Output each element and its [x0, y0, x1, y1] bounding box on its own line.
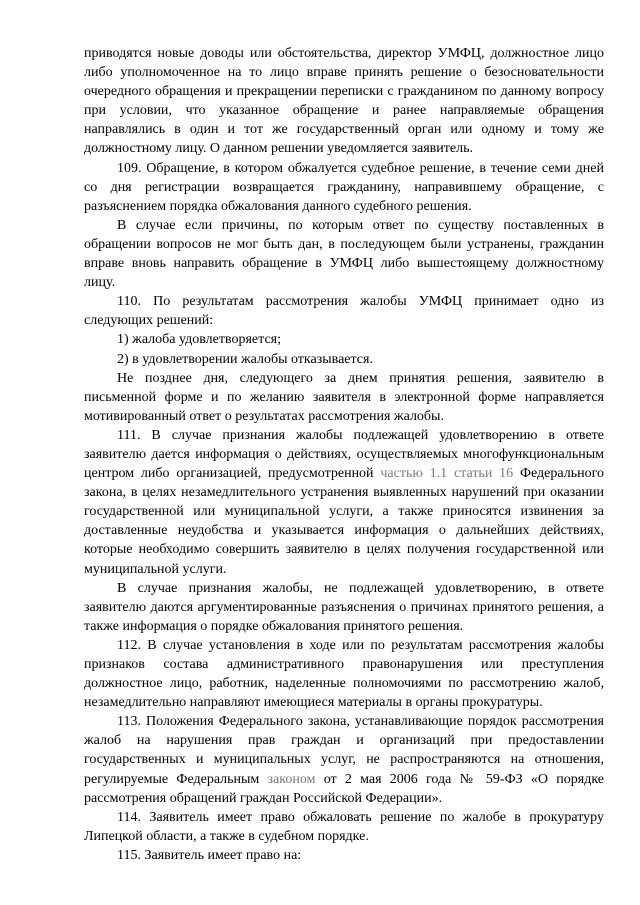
- paragraph-text: 115. Заявитель имеет право на:: [117, 847, 302, 863]
- paragraph-p110-1: [84, 330, 604, 349]
- paragraph-p110: [84, 292, 604, 330]
- paragraph-text: Не позднее дня, следующего за днем принятия решения, заявителю в письменной форме и по желанию заявителя в электронной форме направляется мотивированный ответ о результатах рассмотрения жалобы.: [84, 370, 604, 424]
- paragraph-text: Федерального закона, в целях незамедлительного устранения выявленных нарушений при оказании государственной или муниципальной услуги, а также приносятся извинения за доставленные неудобства и указывается информация о дальнейших действиях, которые необходимо совершить заявителю в целях получения государственной или муниципальной услуги.: [84, 466, 604, 577]
- paragraph-p112: [84, 636, 604, 712]
- law-reference-link[interactable]: частью 1.1 статьи 16: [380, 466, 514, 482]
- paragraph-p115: [84, 846, 604, 865]
- paragraph-text: 1) жалоба удовлетворяется;: [117, 332, 281, 348]
- paragraph-p109: [84, 159, 604, 216]
- paragraph-text: 109. Обращение, в котором обжалуется судебное решение, в течение семи дней со дня регистрации возвращается гражданину, направившему обращение, с разъяснением порядка обжалования данного судебного решения.: [84, 160, 604, 214]
- paragraph-text: 110. По результатам рассмотрения жалобы УМФЦ принимает одно из следующих решений:: [84, 294, 604, 329]
- paragraph-text: от 2 мая 2006 года № 59-ФЗ «О порядке рассмотрения обращений граждан Российской Федерации».: [84, 771, 604, 806]
- paragraph-text: 114. Заявитель имеет право обжаловать решение по жалобе в прокуратуру Липецкой области, а также в судебном порядке.: [84, 809, 604, 844]
- paragraph-p110b: [84, 369, 604, 426]
- document-page: [84, 44, 604, 865]
- paragraph-text: 2) в удовлетворении жалобы отказывается.: [117, 351, 373, 367]
- paragraph-text: В случае признания жалобы, не подлежащей удовлетворению, в ответе заявителю даются аргументированные разъяснения о причинах принятого решения, а также информация о порядке обжалования принятого решения.: [84, 580, 604, 634]
- paragraph-text: В случае если причины, по которым ответ по существу поставленных в обращении вопросов не мог быть дан, в последующем были устранены, гражданин вправе вновь направить обращение в УМФЦ либо вышестоящему должностному лицу.: [84, 217, 604, 291]
- paragraph-p0: [84, 44, 604, 159]
- paragraph-p114: [84, 808, 604, 846]
- paragraph-p113: [84, 712, 604, 807]
- paragraph-p111: [84, 426, 604, 579]
- paragraph-text: 112. В случае установления в ходе или по результатам рассмотрения жалобы признаков состава административного правонарушения или преступления должностное лицо, работник, наделенные полномочиями по рассмотрению жалоб, незамедлительно направляют имеющиеся материалы в органы прокуратуры.: [84, 637, 604, 711]
- paragraph-p109b: [84, 216, 604, 292]
- paragraph-text: 111. В случае признания жалобы подлежащей удовлетворению в ответе заявителю дается информация о действиях, осуществляемых многофункциональным центром либо организацией, предусмотренной: [84, 427, 604, 482]
- paragraph-p111b: [84, 579, 604, 636]
- paragraph-p110-2: [84, 350, 604, 369]
- law-reference-link[interactable]: законом: [267, 771, 316, 787]
- paragraph-text: 113. Положения Федерального закона, устанавливающие порядок рассмотрения жалоб на нарушения прав граждан и организаций при предоставлении государственных и муниципальных услуг, не распространяются на отношения, регулируемые Федеральным: [84, 714, 604, 787]
- paragraph-text: приводятся новые доводы или обстоятельства, директор УМФЦ, должностное лицо либо уполномоченное на то лицо вправе принять решение о безосновательности очередного обращения и прекращении переписки с гражданином по данному вопросу при условии, что указанное обращение и ранее направляемые обращения направлялись в один и тот же государственный орган или одному и тому же должностному лицу. О данном решении уведомляется заявитель.: [84, 46, 604, 157]
